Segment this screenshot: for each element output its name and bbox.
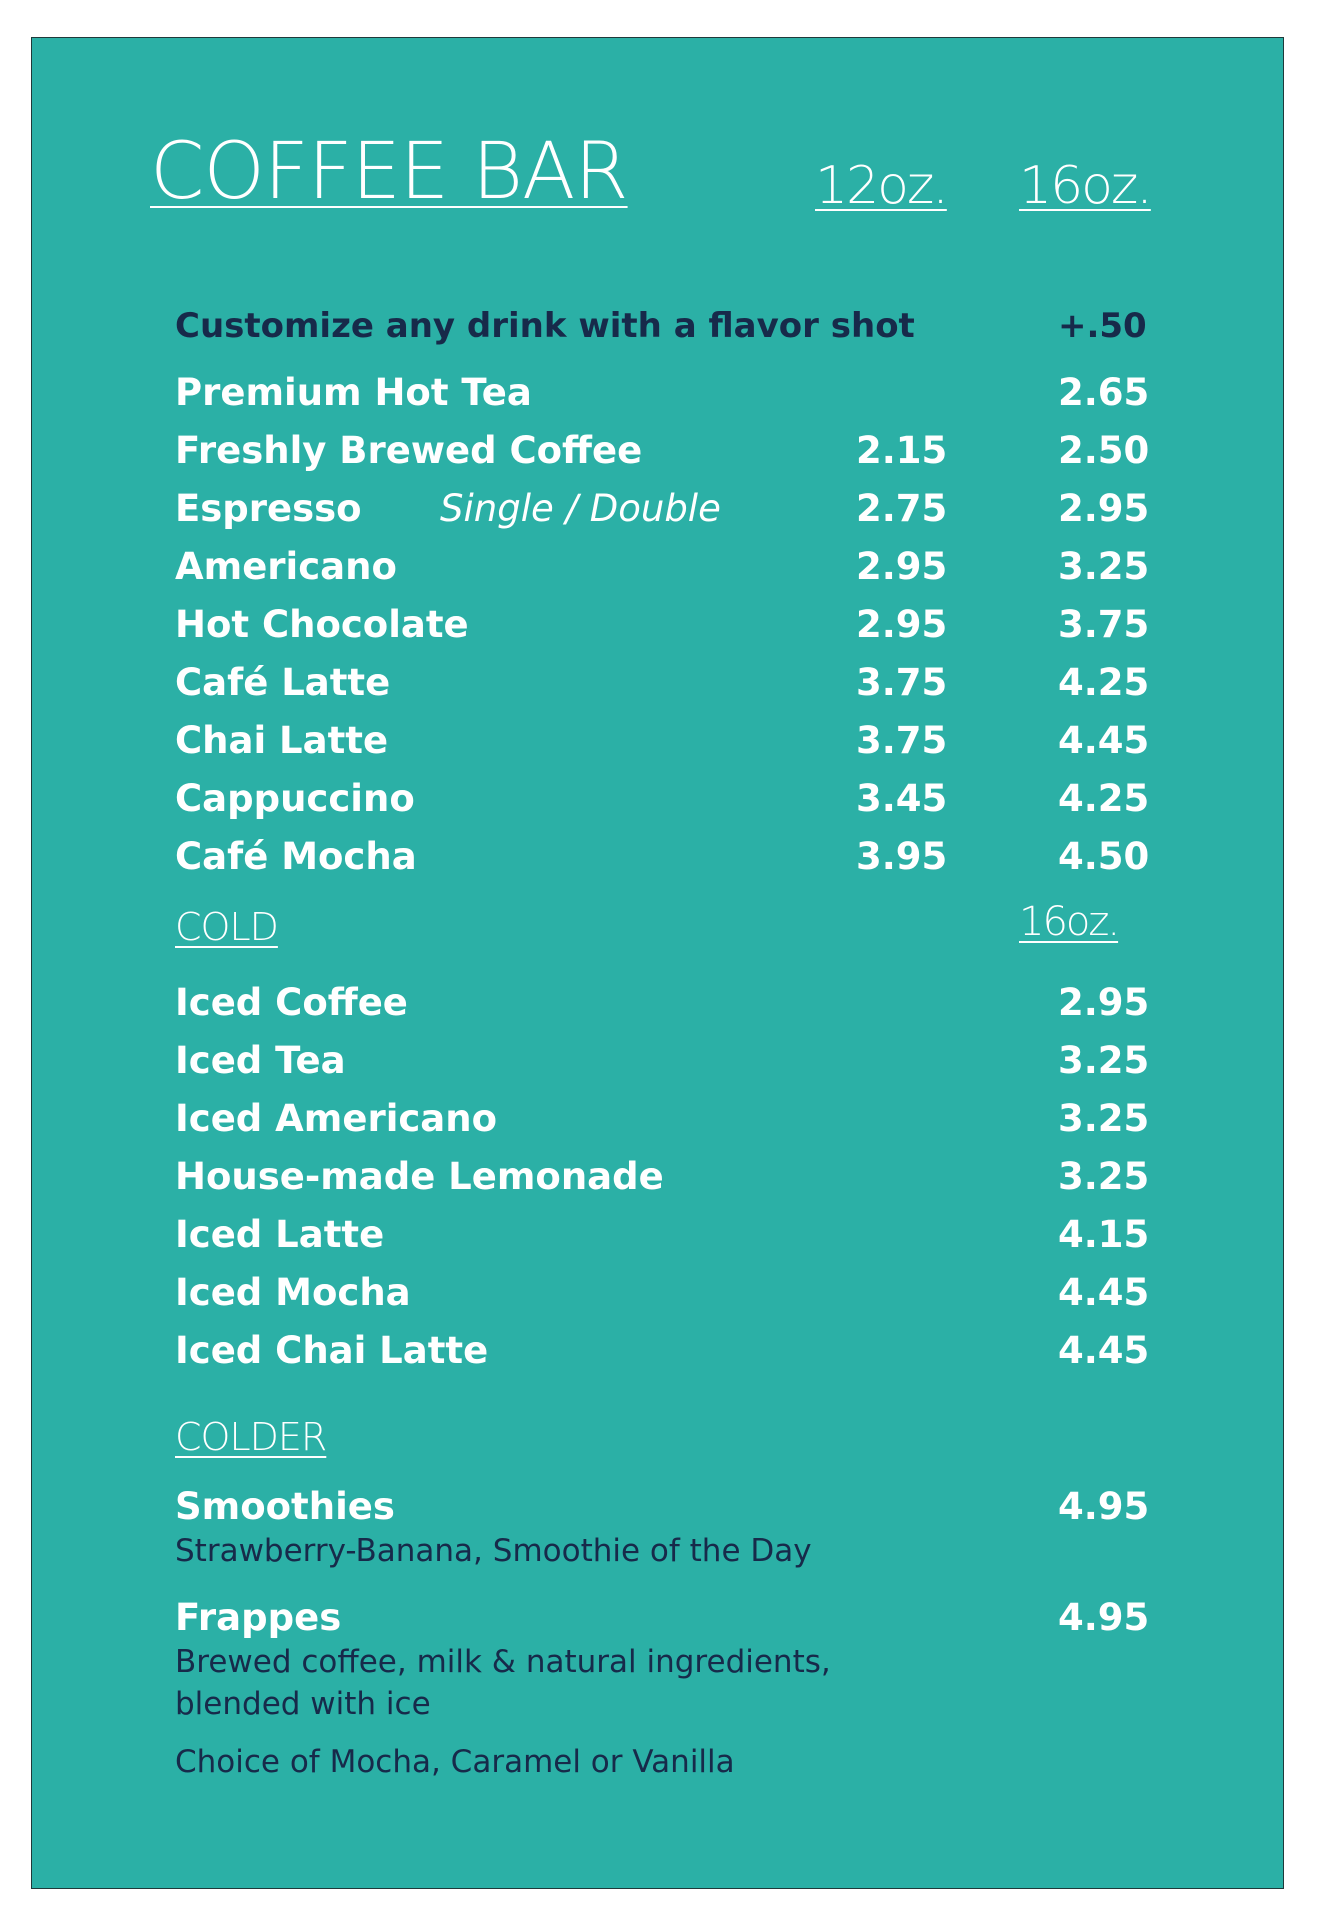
section-heading-cold: COLD <box>175 905 278 949</box>
price-16oz: 4.95 <box>1058 1596 1150 1639</box>
price-12oz: 3.75 <box>856 661 948 704</box>
item-name: Freshly Brewed Coffee <box>175 429 643 472</box>
item-name: Café Latte <box>175 661 391 704</box>
menu-item-row <box>175 1036 1175 1086</box>
price-16oz: 4.45 <box>1058 1271 1150 1314</box>
price-16oz: 3.25 <box>1058 1097 1150 1140</box>
price-16oz: 3.25 <box>1058 1039 1150 1082</box>
price-12oz: 2.15 <box>856 429 948 472</box>
menu-item-row <box>175 832 1175 882</box>
menu-item-row <box>175 1326 1175 1376</box>
price-16oz: 4.25 <box>1058 661 1150 704</box>
price-16oz: 4.15 <box>1058 1213 1150 1256</box>
item-name: Iced Tea <box>175 1039 346 1082</box>
item-name: Iced Coffee <box>175 981 408 1024</box>
menu-item-row <box>175 542 1175 592</box>
item-description: Brewed coffee, milk & natural ingredients, <box>175 1644 831 1680</box>
menu-board <box>31 37 1284 1889</box>
item-name: Café Mocha <box>175 835 417 878</box>
menu-item-row <box>175 658 1175 708</box>
menu-item-row <box>175 1593 1175 1643</box>
menu-item-row <box>175 1482 1175 1532</box>
item-name: Iced Americano <box>175 1097 498 1140</box>
item-name: Iced Chai Latte <box>175 1329 489 1372</box>
item-name: Chai Latte <box>175 719 389 762</box>
menu-item-row <box>175 1152 1175 1202</box>
item-description: blended with ice <box>175 1686 431 1722</box>
menu-item-row <box>175 484 1175 534</box>
menu-item-row <box>175 1094 1175 1144</box>
item-name: Americano <box>175 545 397 588</box>
price-12oz: 2.95 <box>856 545 948 588</box>
size-header-12oz: 12oz. <box>815 156 947 216</box>
price-16oz: 2.50 <box>1058 429 1150 472</box>
menu-item-row <box>175 1268 1175 1318</box>
item-name: Smoothies <box>175 1485 395 1528</box>
item-name: Iced Latte <box>175 1213 385 1256</box>
menu-title: COFFEE BAR <box>150 127 628 217</box>
price-16oz: 2.65 <box>1058 371 1150 414</box>
menu-item-row <box>175 774 1175 824</box>
menu-item-row <box>175 600 1175 650</box>
menu-item-row <box>175 426 1175 476</box>
menu-item-row <box>175 368 1175 418</box>
item-name: Espresso <box>175 487 362 530</box>
size-header-16oz: 16oz. <box>1019 156 1151 216</box>
item-name: Hot Chocolate <box>175 603 469 646</box>
size-header-16oz-cold: 16oz. <box>1019 899 1119 945</box>
price-16oz: 4.25 <box>1058 777 1150 820</box>
flavor-shot-price: +.50 <box>1058 306 1147 346</box>
price-16oz: 3.75 <box>1058 603 1150 646</box>
menu-item-row <box>175 1210 1175 1260</box>
price-12oz: 3.45 <box>856 777 948 820</box>
price-16oz: 3.25 <box>1058 545 1150 588</box>
flavor-shot-row <box>175 306 1147 346</box>
price-12oz: 3.95 <box>856 835 948 878</box>
item-note: Single / Double <box>440 487 721 530</box>
price-16oz: 2.95 <box>1058 487 1150 530</box>
item-name: House-made Lemonade <box>175 1155 664 1198</box>
item-choice: Choice of Mocha, Caramel or Vanilla <box>175 1744 735 1780</box>
price-16oz: 3.25 <box>1058 1155 1150 1198</box>
item-name: Cappuccino <box>175 777 415 820</box>
price-12oz: 3.75 <box>856 719 948 762</box>
price-12oz: 2.75 <box>856 487 948 530</box>
price-16oz: 4.95 <box>1058 1485 1150 1528</box>
price-12oz: 2.95 <box>856 603 948 646</box>
section-heading-colder: COLDER <box>175 1415 327 1459</box>
price-16oz: 4.45 <box>1058 719 1150 762</box>
item-name: Frappes <box>175 1596 342 1639</box>
price-16oz: 4.50 <box>1058 835 1150 878</box>
menu-item-row <box>175 978 1175 1028</box>
item-name: Premium Hot Tea <box>175 371 532 414</box>
price-16oz: 2.95 <box>1058 981 1150 1024</box>
item-name: Iced Mocha <box>175 1271 411 1314</box>
price-16oz: 4.45 <box>1058 1329 1150 1372</box>
item-description: Strawberry-Banana, Smoothie of the Day <box>175 1533 812 1569</box>
flavor-shot-label: Customize any drink with a flavor shot <box>175 306 915 346</box>
menu-item-row <box>175 716 1175 766</box>
